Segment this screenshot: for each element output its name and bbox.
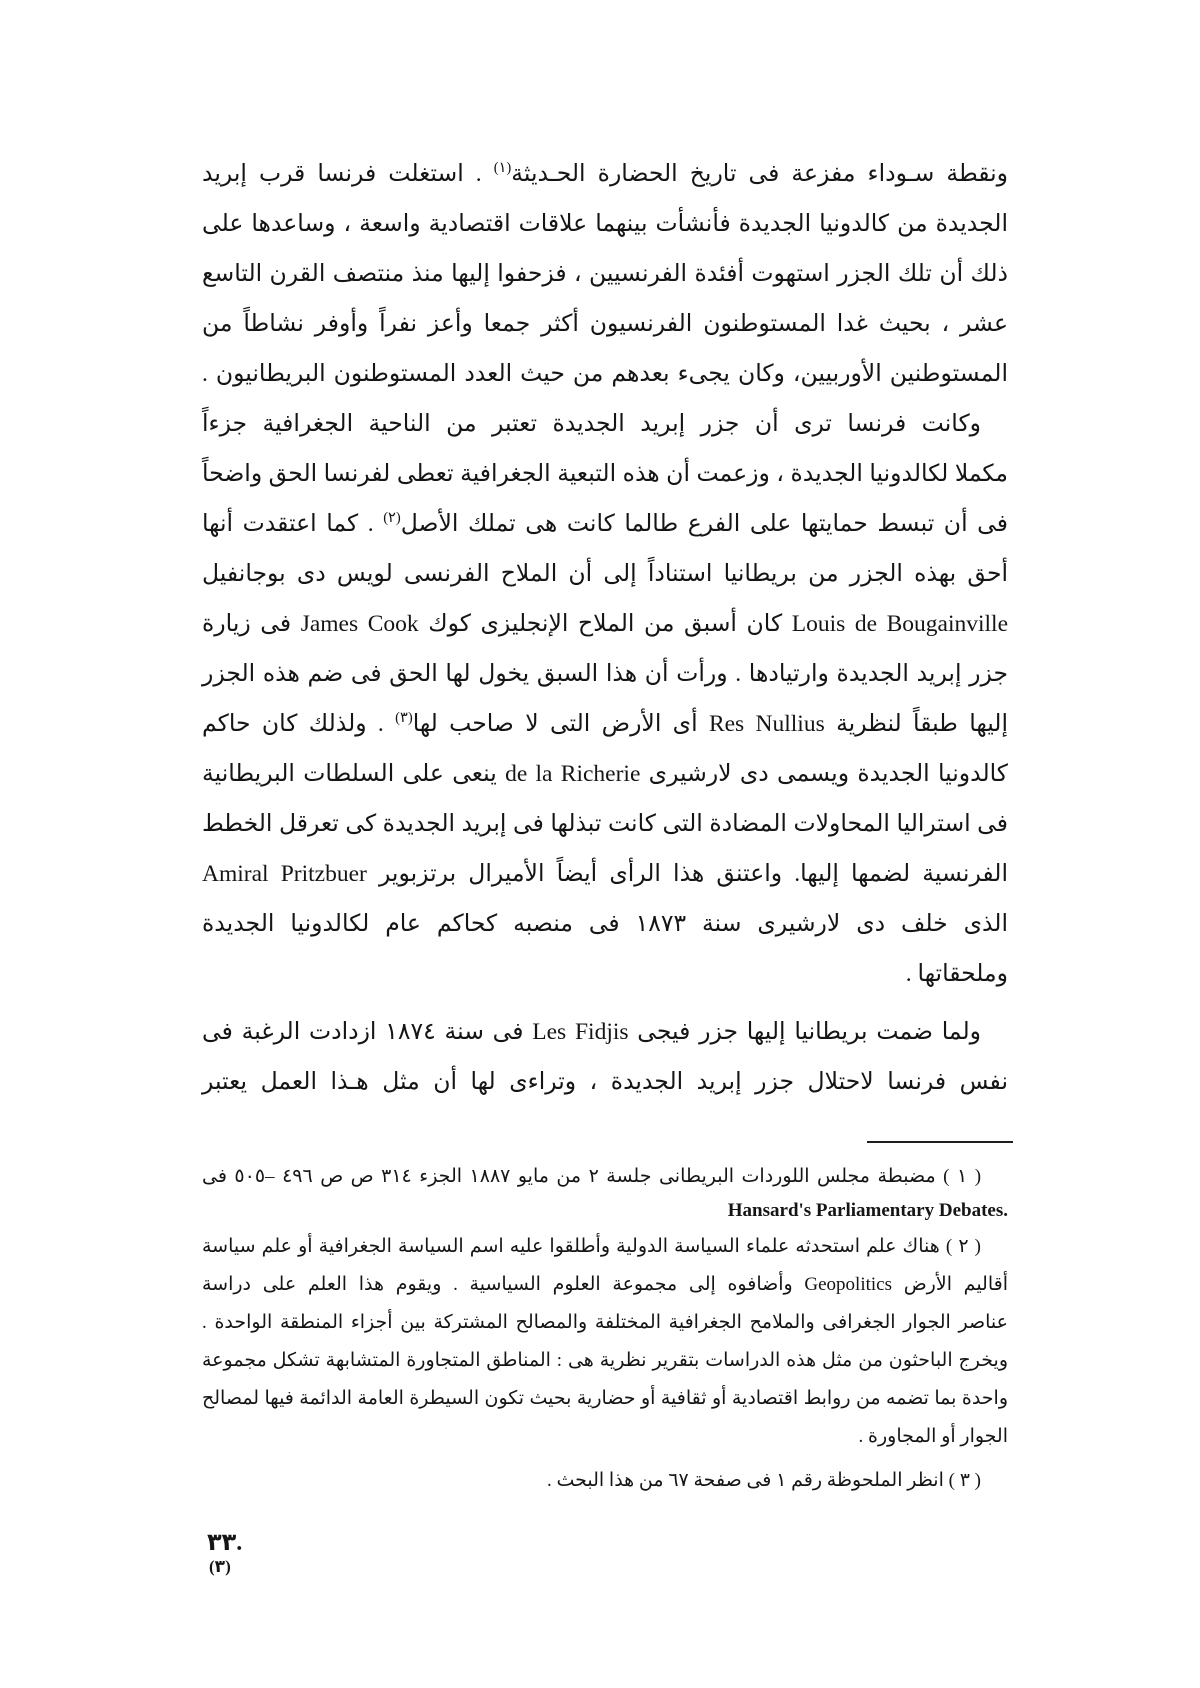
footnote: [202, 1462, 1008, 1500]
paragraph: [202, 149, 1008, 399]
footnote-line: ( ١ ) مضبطة مجلس اللوردات البريطانى جلسة ٢ من مايو ١٨٨٧ الجزء ٣١٤ ص ص ٤٩٦ –٥٠٥ فى: [202, 1166, 982, 1187]
body-line: [202, 149, 1008, 199]
footnote: [202, 1160, 1008, 1228]
page-number: ٣٣.: [207, 1530, 243, 1556]
paragraph: [202, 1007, 1008, 1107]
body-line: ولما ضمت بريطانيا إليها جزر فيجى Les Fidjis فى سنة ١٨٧٤ ازدادت الرغبة فى: [202, 1019, 982, 1045]
footnote-line: أقاليم الأرض Geopolitics وأضافوه إلى مجموعة العلوم السياسية . ويقوم هذا العلم على دراسة: [202, 1274, 1008, 1295]
body-line: ذلك أن تلك الجزر استهوت أفئدة الفرنسيين ، فزحفوا إليها منذ منتصف القرن التاسع: [202, 261, 1008, 287]
footnote-line: عناصر الجوار الجغرافى والملامح الجغرافية المختلفة والمصالح المشتركة بين أجزاء المنطقة الواحدة .: [202, 1312, 1008, 1333]
signature-mark: (٣): [209, 1557, 231, 1576]
body-line: الذى خلف دى لارشيرى سنة ١٨٧٣ فى منصبه كحاكم عام لكالدونيا الجديدة: [202, 911, 1008, 937]
line-text: . ولذلك كان حاكم: [202, 711, 396, 737]
footnotes-section: [202, 1160, 1008, 1500]
line-text: فى أن تبسط حمايتها على الفرع طالما كانت هى تملك الأصل: [400, 511, 1008, 537]
body-text: [202, 149, 1008, 1107]
body-line: [202, 699, 1008, 749]
footnote: [202, 1228, 1008, 1456]
line-text: إليها طبقاً لنظرية Res Nullius أى الأرض التى لا صاحب لها: [412, 711, 1008, 737]
footnote-line: ( ٢ ) هناك علم استحدثه علماء السياسة الدولية وأطلقوا عليه اسم السياسة الجغرافية أو علم سياسة: [202, 1236, 982, 1257]
footnote-line: ( ٣ ) انظر الملحوظة رقم ١ فى صفحة ٦٧ من هذا البحث .: [546, 1470, 981, 1491]
body-line: وكانت فرنسا ترى أن جزر إبريد الجديدة تعتبر من الناحية الجغرافية جزءاً: [202, 411, 981, 437]
footnote-line: واحدة بما تضمه من روابط اقتصادية أو ثقافية أو حضارية بحيث تكون السيطرة العامة الدائمة فيها لمصالح: [202, 1388, 1008, 1409]
line-text: ونقطة سـوداء مفزعة فى تاريخ الحضارة الحـديثة: [511, 161, 1008, 187]
body-line: جزر إبريد الجديدة وارتيادها . ورأت أن هذا السبق يخول لها الحق فى ضم هذه الجزر: [202, 661, 1008, 687]
footnote-reference: (٣): [395, 710, 413, 727]
footnote-reference: (١): [493, 160, 512, 177]
body-line: نفس فرنسا لاحتلال جزر إبريد الجديدة ، وتراءى لها أن مثل هـذا العمل يعتبر: [202, 1069, 1008, 1095]
footnote-line: ويخرج الباحثون من مثل هذه الدراسات بتقرير نظرية هى : المناطق المتجاورة المتشابهة تشكل مجموعة: [202, 1350, 1008, 1371]
body-line: الفرنسية لضمها إليها. واعتنق هذا الرأى أيضاً الأميرال برتزبوير Amiral Pritzbuer: [202, 861, 1008, 887]
body-line: فى استراليا المحاولات المضادة التى كانت تبذلها فى إبريد الجديدة كى تعرقل الخطط: [202, 811, 1008, 837]
footnote-separator: [867, 1141, 1013, 1143]
body-line: مكملا لكالدونيا الجديدة ، وزعمت أن هذه التبعية الجغرافية تعطى لفرنسا الحق واضحاً: [202, 461, 1008, 487]
body-line: [202, 499, 1008, 549]
footnote-line: الجوار أو المجاورة .: [858, 1426, 1008, 1447]
body-line: الجديدة من كالدونيا الجديدة فأنشأت بينهما علاقات اقتصادية واسعة ، وساعدها على: [202, 211, 1008, 237]
paragraph: [202, 399, 1008, 999]
body-line: وملحقاتها .: [905, 961, 1008, 987]
body-line: Louis de Bougainville كان أسبق من الملاح الإنجليزى كوك James Cook فى زيارة: [202, 611, 1009, 637]
footnote-reference: (٢): [383, 510, 401, 527]
line-text: . كما اعتقدت أنها: [202, 511, 384, 537]
body-line: عشر ، بحيث غدا المستوطنون الفرنسيون أكثر جمعا وأعز نفراً وأوفر نشاطاً من: [202, 311, 1008, 337]
body-line: المستوطنين الأوربيين، وكان يجىء بعدهم من حيث العدد المستوطنون البريطانيون .: [202, 361, 1008, 387]
body-line: أحق بهذه الجزر من بريطانيا استناداً إلى أن الملاح الفرنسى لويس دى بوجانفيل: [202, 561, 1008, 587]
footnote-line: Hansard's Parliamentary Debates.: [727, 1200, 1008, 1221]
line-text: . استغلت فرنسا قرب إبريد: [202, 161, 494, 187]
body-line: كالدونيا الجديدة ويسمى دى لارشيرى de la Richerie ينعى على السلطات البريطانية: [202, 761, 1008, 787]
